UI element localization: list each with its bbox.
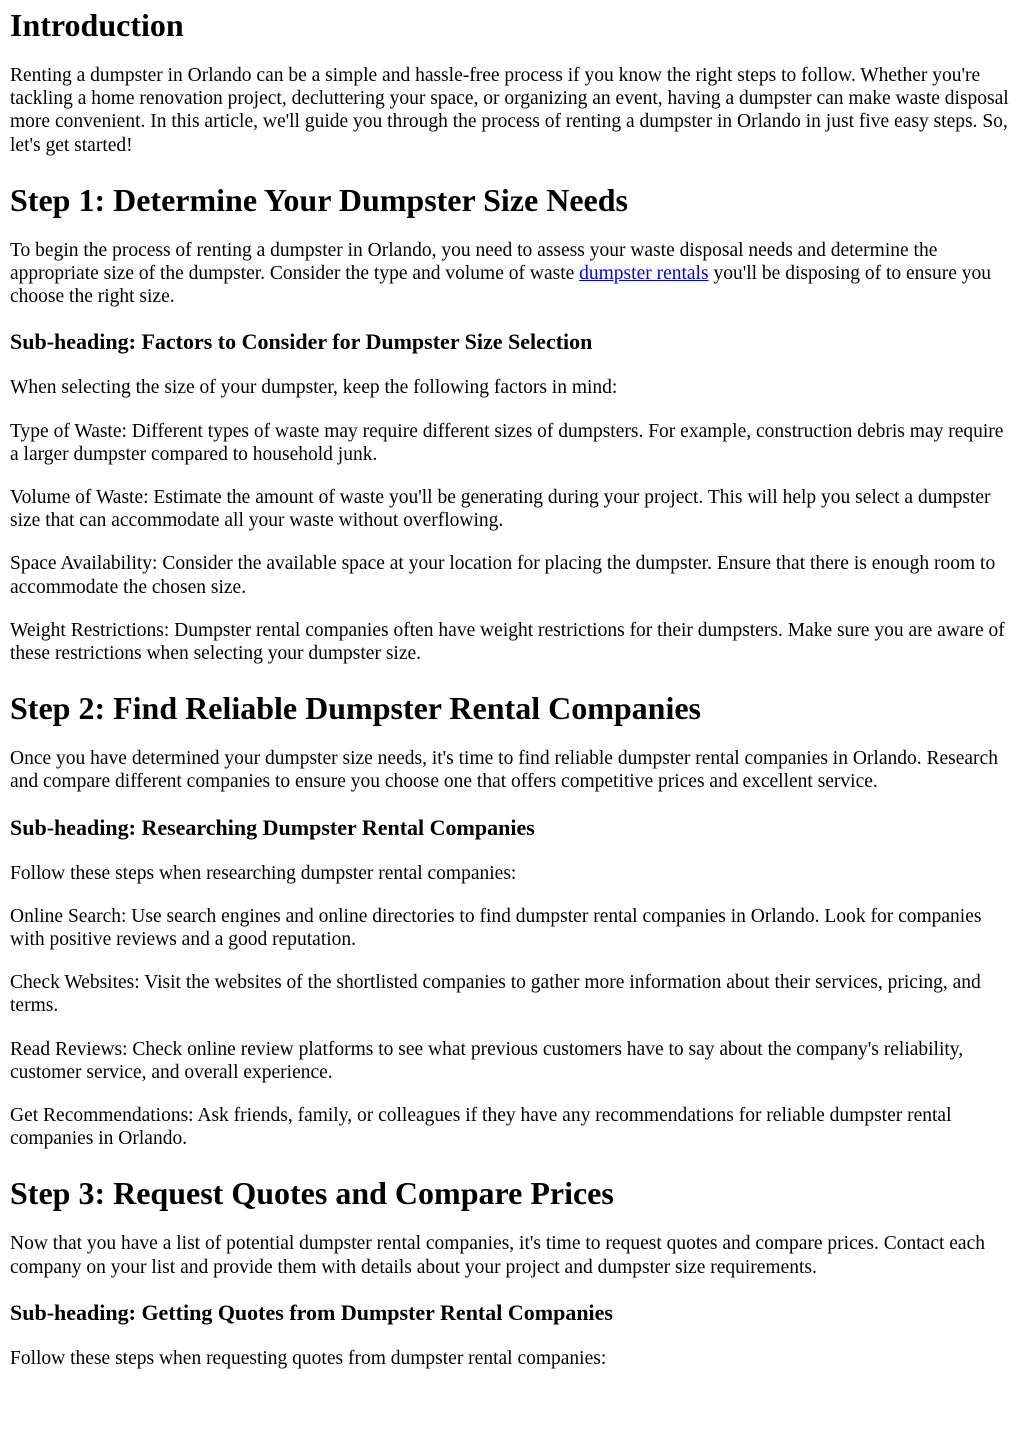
step3-heading: Step 3: Request Quotes and Compare Prices <box>10 1175 614 1212</box>
step2-subheading: Sub-heading: Researching Dumpster Rental Companies <box>10 814 535 840</box>
step3-paragraph: Now that you have a list of potential dumpster rental companies, it's time to request quotes and compare prices. Contact each company on your list and provide them with details about your project and dumpster size requirements. <box>10 1233 985 1278</box>
step1-lead: When selecting the size of your dumpster, keep the following factors in mind: <box>10 377 618 399</box>
step2-item-get-recommendations: Get Recommendations: Ask friends, family, or colleagues if they have any recommendations for reliable dumpster rental companies in Orlando. <box>10 1105 952 1150</box>
step2-paragraph: Once you have determined your dumpster size needs, it's time to find reliable dumpster rental companies in Orlando. Research and compare different companies to ensure you choose one that offers competitive prices and excellent service. <box>10 748 998 793</box>
step1-subheading: Sub-heading: Factors to Consider for Dumpster Size Selection <box>10 329 593 355</box>
step2-heading: Step 2: Find Reliable Dumpster Rental Companies <box>10 690 701 727</box>
step1-text-before: To begin the process of renting a dumpster in Orlando, you need to assess your waste disposal needs and determine the appropriate size of the dumpster. Consider the type and volume of waste <box>10 239 938 285</box>
step2-lead: Follow these steps when researching dumpster rental companies: <box>10 862 517 884</box>
step2-item-online-search: Online Search: Use search engines and online directories to find dumpster rental companies in Orlando. Look for companies with positive reviews and a good reputation. <box>10 905 982 951</box>
step2-item-read-reviews: Read Reviews: Check online review platforms to see what previous customers have to say about the company's reliability, customer service, and overall experience. <box>10 1038 964 1083</box>
step1-text-after: you'll be disposing of to ensure you choose the right size. <box>10 263 992 308</box>
step1-heading: Step 1: Determine Your Dumpster Size Needs <box>10 181 628 218</box>
step3-subheading: Sub-heading: Getting Quotes from Dumpster Rental Companies <box>10 1299 613 1325</box>
step3-lead: Follow these steps when requesting quotes from dumpster rental companies: <box>10 1347 607 1369</box>
intro-heading: Introduction <box>10 7 184 43</box>
dumpster-rentals-link[interactable]: dumpster rentals <box>579 263 709 285</box>
step1-factor-weight-restrictions: Weight Restrictions: Dumpster rental companies often have weight restrictions for their dumpsters. Make sure you are aware of these restrictions when selecting your dumpster size. <box>10 619 1005 665</box>
intro-paragraph: Renting a dumpster in Orlando can be a simple and hassle-free process if you know the right steps to follow. Whether you're tackling a home renovation project, decluttering your space, or organizing an event, having a dumpster can make waste disposal more convenient. In this article, we'll guide you through the process of renting a dumpster in Orlando in just five easy steps. So, let's get started! <box>10 65 1009 156</box>
step1-factor-type-of-waste: Type of Waste: Different types of waste may require different sizes of dumpsters. For example, construction debris may require a larger dumpster compared to household junk. <box>10 420 1004 465</box>
step1-factor-volume-of-waste: Volume of Waste: Estimate the amount of waste you'll be generating during your project. This will help you select a dumpster size that can accommodate all your waste without overflowing. <box>10 487 991 532</box>
article <box>0 6 1024 1370</box>
step2-item-check-websites: Check Websites: Visit the websites of the shortlisted companies to gather more information about their services, pricing, and terms. <box>10 972 981 1017</box>
step1-factor-space-availability: Space Availability: Consider the available space at your location for placing the dumpster. Ensure that there is enough room to accommodate the chosen size. <box>10 553 996 598</box>
step1-paragraph <box>10 239 1014 309</box>
